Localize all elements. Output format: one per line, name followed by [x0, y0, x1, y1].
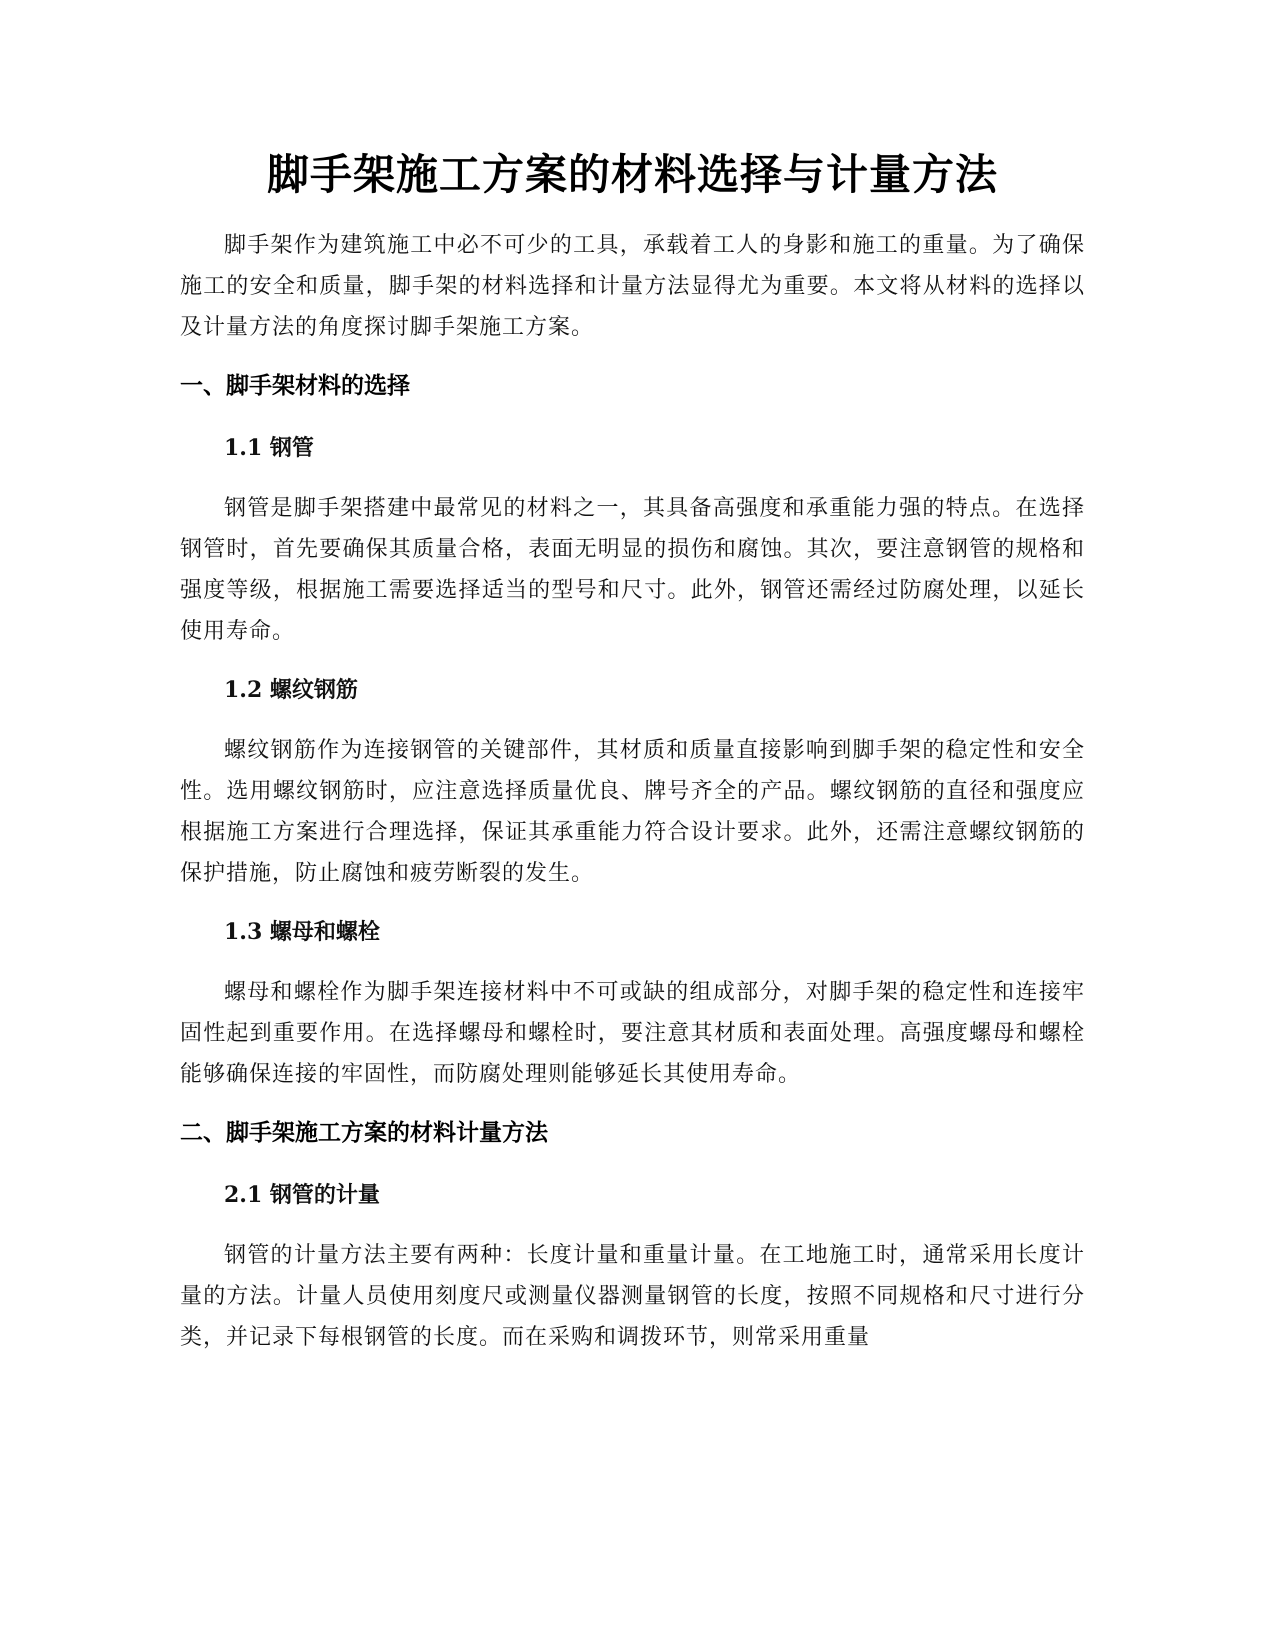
- document-page: [180, 145, 1085, 1358]
- subsection-1-3-body: 螺母和螺栓作为脚手架连接材料中不可或缺的组成部分，对脚手架的稳定性和连接牢固性起到重要作用。在选择螺母和螺栓时，要注意其材质和表面处理。高强度螺母和螺栓能够确保连接的牢固性，而防腐处理则能够延长其使用寿命。: [180, 980, 1085, 1087]
- subsection-1-2-heading: 1.2 螺纹钢筋: [224, 677, 358, 703]
- subsection-1-2-body: 螺纹钢筋作为连接钢管的关键部件，其材质和质量直接影响到脚手架的稳定性和安全性。选用螺纹钢筋时，应注意选择质量优良、牌号齐全的产品。螺纹钢筋的直径和强度应根据施工方案进行合理选择，保证其承重能力符合设计要求。此外，还需注意螺纹钢筋的保护措施，防止腐蚀和疲劳断裂的发生。: [180, 738, 1085, 886]
- page-title: 脚手架施工方案的材料选择与计量方法: [266, 150, 998, 199]
- intro-paragraph: 脚手架作为建筑施工中必不可少的工具，承载着工人的身影和施工的重量。为了确保施工的安全和质量，脚手架的材料选择和计量方法显得尤为重要。本文将从材料的选择以及计量方法的角度探讨脚手架施工方案。: [180, 233, 1085, 340]
- subsection-2-1-body: 钢管的计量方法主要有两种：长度计量和重量计量。在工地施工时，通常采用长度计量的方法。计量人员使用刻度尺或测量仪器测量钢管的长度，按照不同规格和尺寸进行分类，并记录下每根钢管的长度。而在采购和调拨环节，则常采用重量: [180, 1243, 1085, 1350]
- subsection-1-1-body: 钢管是脚手架搭建中最常见的材料之一，其具备高强度和承重能力强的特点。在选择钢管时，首先要确保其质量合格，表面无明显的损伤和腐蚀。其次，要注意钢管的规格和强度等级，根据施工需要选择适当的型号和尺寸。此外，钢管还需经过防腐处理，以延长使用寿命。: [180, 496, 1085, 644]
- subsection-1-3-heading: 1.3 螺母和螺栓: [224, 919, 380, 945]
- subsection-1-1-heading: 1.1 钢管: [224, 435, 314, 461]
- section-1-heading: 一、脚手架材料的选择: [180, 373, 410, 399]
- subsection-2-1-heading: 2.1 钢管的计量: [224, 1182, 380, 1208]
- section-2-heading: 二、脚手架施工方案的材料计量方法: [180, 1120, 548, 1146]
